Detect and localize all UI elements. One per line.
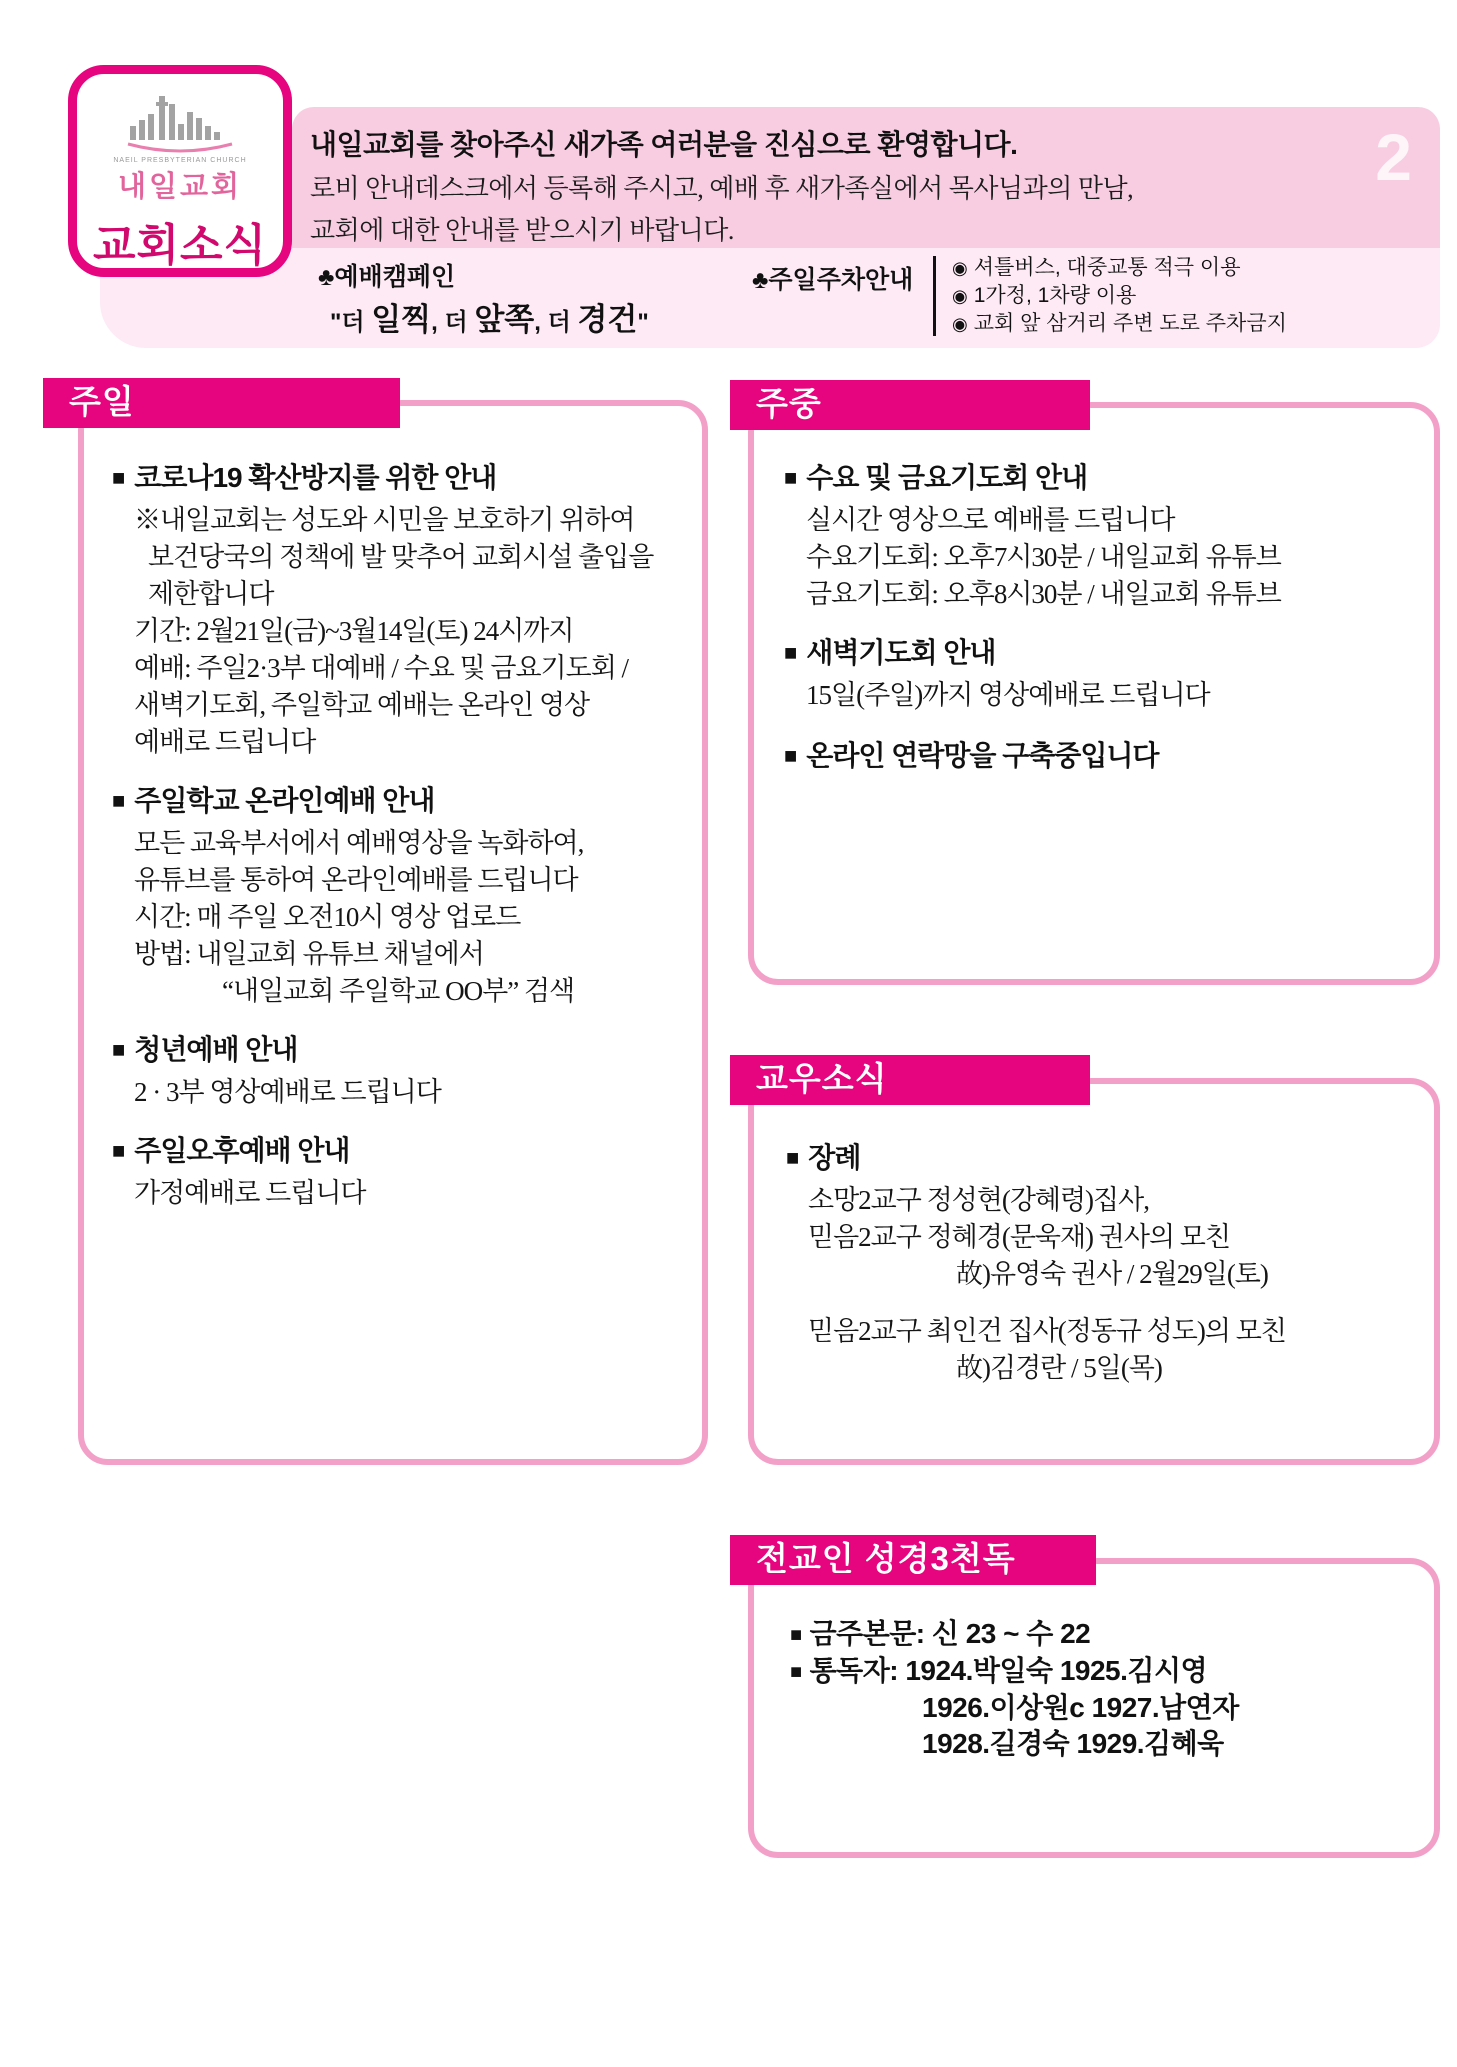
text-line: 금요기도회: 오후8시30분 / 내일교회 유튜브	[806, 579, 1281, 609]
info-banner	[100, 248, 1440, 348]
parking-item: ◉ 교회 앞 삼거리 주변 도로 주차금지	[952, 312, 1287, 335]
text-line: 믿음2교구 최인건 집사(정동규 성도)의 모친	[808, 1316, 1286, 1346]
section-box-bible-reading	[748, 1558, 1440, 1858]
square-bullet-icon: ■	[790, 1624, 802, 1646]
parking-item: ◉ 셔틀버스, 대중교통 적극 이용	[952, 256, 1241, 279]
bible-passage-line: ■ 금주본문: 신 23 ~ 수 22	[790, 1618, 1091, 1649]
square-bullet-icon: ■	[784, 743, 797, 768]
item-title: ■ 주일학교 온라인예배 안내	[112, 785, 435, 816]
text-line: 새벽기도회, 주일학교 예배는 온라인 영상	[134, 690, 590, 720]
text-line: 유튜브를 통하여 온라인예배를 드립니다	[134, 865, 578, 895]
item-title: ■ 청년예배 안내	[112, 1034, 298, 1065]
section-header-bible-reading: 전교인 성경3천독	[730, 1535, 1096, 1585]
welcome-headline: 내일교회를 찾아주신 새가족 여러분을 진심으로 환영합니다.	[310, 129, 1018, 160]
square-bullet-icon: ■	[112, 1037, 125, 1062]
vertical-divider	[933, 256, 936, 336]
welcome-banner	[292, 107, 1440, 248]
circle-bullet-icon: ◉	[952, 258, 968, 278]
text-line: 믿음2교구 정혜경(문욱재) 권사의 모친	[808, 1222, 1230, 1252]
section-header-weekday: 주중	[730, 380, 1090, 430]
campaign-quote: "더 일찍, 더 앞쪽, 더 경건"	[330, 302, 649, 337]
text-line: 수요기도회: 오후7시30분 / 내일교회 유튜브	[806, 542, 1281, 572]
text-line: 방법: 내일교회 유튜브 채널에서	[134, 939, 484, 969]
section-box-sunday	[78, 400, 708, 1465]
item-title: ■ 새벽기도회 안내	[784, 637, 996, 668]
text-line: ※내일교회는 성도와 시민을 보호하기 위하여	[134, 505, 635, 535]
section-header-member-news: 교우소식	[730, 1055, 1090, 1105]
section-header-sunday: 주일	[43, 378, 400, 428]
bulletin-title: 교회소식	[92, 221, 267, 270]
text-line: 故)김경란 / 5일(목)	[956, 1353, 1162, 1383]
text-line: 제한합니다	[148, 579, 274, 609]
church-logo-box	[68, 65, 292, 277]
church-skyline-icon	[118, 88, 242, 154]
text-line: 실시간 영상으로 예배를 드립니다	[806, 505, 1175, 535]
item-title: ■ 온라인 연락망을 구축중입니다	[784, 740, 1159, 771]
square-bullet-icon: ■	[112, 1138, 125, 1163]
square-bullet-icon: ■	[784, 465, 797, 490]
text-line: 모든 교육부서에서 예배영상을 녹화하여,	[134, 828, 584, 858]
text-line: 기간: 2월21일(금)~3월14일(토) 24시까지	[134, 616, 574, 646]
text-line: 가정예배로 드립니다	[134, 1178, 366, 1208]
item-title: ■ 코로나19 확산방지를 위한 안내	[112, 462, 497, 493]
section-box-member-news	[748, 1078, 1440, 1465]
item-title: ■ 주일오후예배 안내	[112, 1135, 350, 1166]
parking-item: ◉ 1가정, 1차량 이용	[952, 284, 1137, 307]
square-bullet-icon: ■	[790, 1661, 802, 1683]
item-title: ■ 수요 및 금요기도회 안내	[784, 462, 1088, 493]
text-line: 소망2교구 정성현(강혜령)집사,	[808, 1185, 1149, 1215]
worship-campaign-label: ♣예배캠페인	[318, 263, 456, 291]
text-line: 15일(주일)까지 영상예배로 드립니다	[806, 680, 1210, 710]
text-line: 시간: 매 주일 오전10시 영상 업로드	[134, 902, 521, 932]
club-icon: ♣	[318, 263, 335, 291]
circle-bullet-icon: ◉	[952, 286, 968, 306]
bible-readers-line: 1928.길경숙 1929.김혜욱	[922, 1728, 1224, 1759]
circle-bullet-icon: ◉	[952, 314, 968, 334]
text-line: 2 · 3부 영상예배로 드립니다	[134, 1077, 441, 1107]
page-number: 2	[1375, 120, 1412, 194]
item-title: ■ 장례	[786, 1142, 861, 1173]
club-icon: ♣	[752, 266, 769, 294]
square-bullet-icon: ■	[784, 640, 797, 665]
square-bullet-icon: ■	[112, 788, 125, 813]
text-line: 예배: 주일2·3부 대예배 / 수요 및 금요기도회 /	[134, 653, 629, 683]
parking-guideline-list	[952, 254, 1287, 338]
text-line: 예배로 드립니다	[134, 727, 316, 757]
square-bullet-icon: ■	[786, 1145, 799, 1170]
text-line: 故)유영숙 권사 / 2월29일(토)	[956, 1259, 1268, 1289]
sunday-parking-label: ♣주일주차안내	[752, 266, 914, 294]
bible-readers-line: ■ 통독자: 1924.박일숙 1925.김시영	[790, 1655, 1208, 1686]
section-box-weekday	[748, 402, 1440, 985]
square-bullet-icon: ■	[112, 465, 125, 490]
text-line: “내일교회 주일학교 OO부” 검색	[222, 976, 575, 1006]
welcome-line-3: 교회에 대한 안내를 받으시기 바랍니다.	[310, 216, 734, 245]
church-name-en: NAEIL PRESBYTERIAN CHURCH	[113, 157, 247, 164]
text-line: 보건당국의 정책에 발 맞추어 교회시설 출입을	[148, 542, 654, 572]
church-name-kr: 내일교회	[117, 171, 243, 203]
welcome-line-2: 로비 안내데스크에서 등록해 주시고, 예배 후 새가족실에서 목사님과의 만남,	[310, 174, 1134, 203]
bible-readers-line: 1926.이상원c 1927.남연자	[922, 1692, 1239, 1723]
